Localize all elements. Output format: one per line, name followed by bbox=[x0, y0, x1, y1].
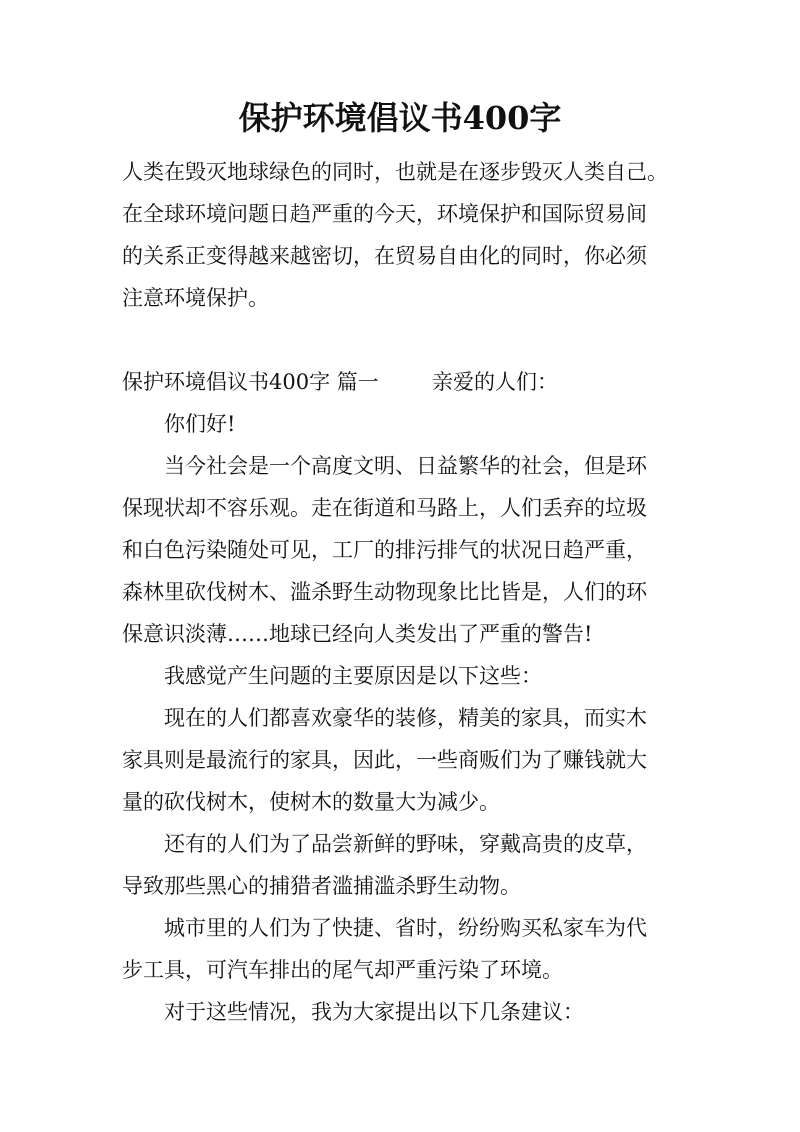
paragraph-line: 步工具，可汽车排出的尾气却严重污染了环境。 bbox=[122, 958, 563, 982]
intro-line: 人类在毁灭地球绿色的同时，也就是在逐步毁灭人类自己。 bbox=[122, 160, 668, 184]
intro-line: 注意环境保护。 bbox=[122, 286, 269, 310]
paragraph-line: 森林里砍伐树木、滥杀野生动物现象比比皆是，人们的环 bbox=[122, 580, 647, 604]
paragraph-line: 保意识淡薄……地球已经向人类发出了严重的警告! bbox=[122, 622, 593, 646]
greeting: 你们好! bbox=[164, 412, 236, 436]
section-heading: 保护环境倡议书400字 篇一 bbox=[122, 370, 379, 394]
paragraph-line: 当今社会是一个高度文明、日益繁华的社会，但是环 bbox=[164, 454, 647, 478]
document-title: 保护环境倡议书400字 bbox=[238, 99, 562, 137]
paragraph-line: 还有的人们为了品尝新鲜的野味，穿戴高贵的皮草， bbox=[164, 832, 647, 856]
paragraph-line: 现在的人们都喜欢豪华的装修，精美的家具，而实木 bbox=[164, 706, 647, 730]
paragraph-line: 和白色污染随处可见，工厂的排污排气的状况日趋严重， bbox=[122, 538, 647, 562]
intro-line: 的关系正变得越来越密切，在贸易自由化的同时，你必须 bbox=[122, 244, 647, 268]
paragraph-line: 保现状却不容乐观。走在街道和马路上，人们丢弃的垃圾 bbox=[122, 496, 647, 520]
paragraph-line: 我感觉产生问题的主要原因是以下这些： bbox=[164, 664, 542, 688]
paragraph-line: 家具则是最流行的家具，因此，一些商贩们为了赚钱就大 bbox=[122, 748, 647, 772]
paragraph-line: 对于这些情况，我为大家提出以下几条建议： bbox=[164, 1000, 584, 1024]
paragraph-line: 量的砍伐树木，使树木的数量大为减少。 bbox=[122, 790, 500, 814]
salutation: 亲爱的人们： bbox=[432, 370, 558, 394]
paragraph-line: 城市里的人们为了快捷、省时，纷纷购买私家车为代 bbox=[164, 916, 647, 940]
intro-line: 在全球环境问题日趋严重的今天，环境保护和国际贸易间 bbox=[122, 202, 647, 226]
paragraph-line: 导致那些黑心的捕猎者滥捕滥杀野生动物。 bbox=[122, 874, 521, 898]
